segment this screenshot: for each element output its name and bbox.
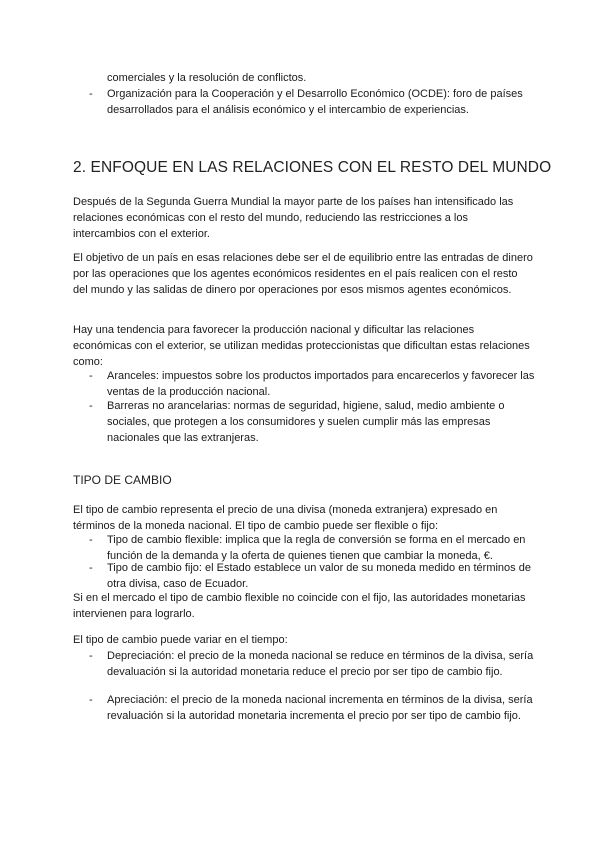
bullet-dash: - <box>89 88 93 100</box>
bullet-dash: - <box>89 650 93 662</box>
section-heading: 2. ENFOQUE EN LAS RELACIONES CON EL RESTO DEL MUNDO <box>73 159 552 176</box>
list-item-text: Aranceles: impuestos sobre los productos importados para encarecerlos y favorecer las ventas de la producción nacional. <box>107 370 535 398</box>
list-item-text: Tipo de cambio flexible: implica que la regla de conversión se forma en el mercado en función de la demanda y la oferta de quienes tienen que cambiar la moneda, €. <box>107 534 526 562</box>
bullet-dash: - <box>89 534 93 546</box>
bullet-dash: - <box>89 562 93 574</box>
paragraph: El tipo de cambio puede variar en el tiempo: <box>73 634 288 646</box>
paragraph: Después de la Segunda Guerra Mundial la mayor parte de los países han intensificado las relaciones económicas con el resto del mundo, reduciendo las restricciones a los intercambios con el exterior. <box>73 196 514 240</box>
paragraph: El tipo de cambio representa el precio de una divisa (moneda extranjera) expresado en términos de la moneda nacional. El tipo de cambio puede ser flexible o fijo: <box>73 504 498 532</box>
list-item-text: Organización para la Cooperación y el Desarrollo Económico (OCDE): foro de países desarrollados para el análisis económico y el intercambio de experiencias. <box>107 88 523 116</box>
paragraph: Hay una tendencia para favorecer la producción nacional y dificultar las relaciones económicas con el exterior, se utilizan medidas proteccionistas que dificultan estas relaciones como: <box>73 324 530 368</box>
paragraph: El objetivo de un país en esas relaciones debe ser el de equilibrio entre las entradas de dinero por las operaciones que los agentes económicos residentes en el país realicen con el resto del mundo y las salidas de dinero por operaciones por esos mismos agentes económicos. <box>73 252 533 296</box>
bullet-dash: - <box>89 370 93 382</box>
list-item-text: Barreras no arancelarias: normas de seguridad, higiene, salud, medio ambiente o sociales, que protegen a los consumidores y suelen cumplir más las empresas nacionales que las extranjeras. <box>107 400 505 444</box>
paragraph: Si en el mercado el tipo de cambio flexible no coincide con el fijo, las autoridades monetarias intervienen para lograrlo. <box>73 592 526 620</box>
list-item-text: Apreciación: el precio de la moneda nacional incrementa en términos de la divisa, sería revaluación si la autoridad monetaria incrementa el precio por ser tipo de cambio fijo. <box>107 694 533 722</box>
list-item-text: Depreciación: el precio de la moneda nacional se reduce en términos de la divisa, sería devaluación si la autoridad monetaria reduce el precio por ser tipo de cambio fijo. <box>107 650 534 678</box>
list-item-text: comerciales y la resolución de conflictos. <box>107 72 307 84</box>
bullet-dash: - <box>89 400 93 412</box>
list-item-text: Tipo de cambio fijo: el Estado establece un valor de su moneda medido en términos de otra divisa, caso de Ecuador. <box>107 562 531 590</box>
bullet-dash: - <box>89 694 93 706</box>
subsection-heading: TIPO DE CAMBIO <box>73 473 172 487</box>
